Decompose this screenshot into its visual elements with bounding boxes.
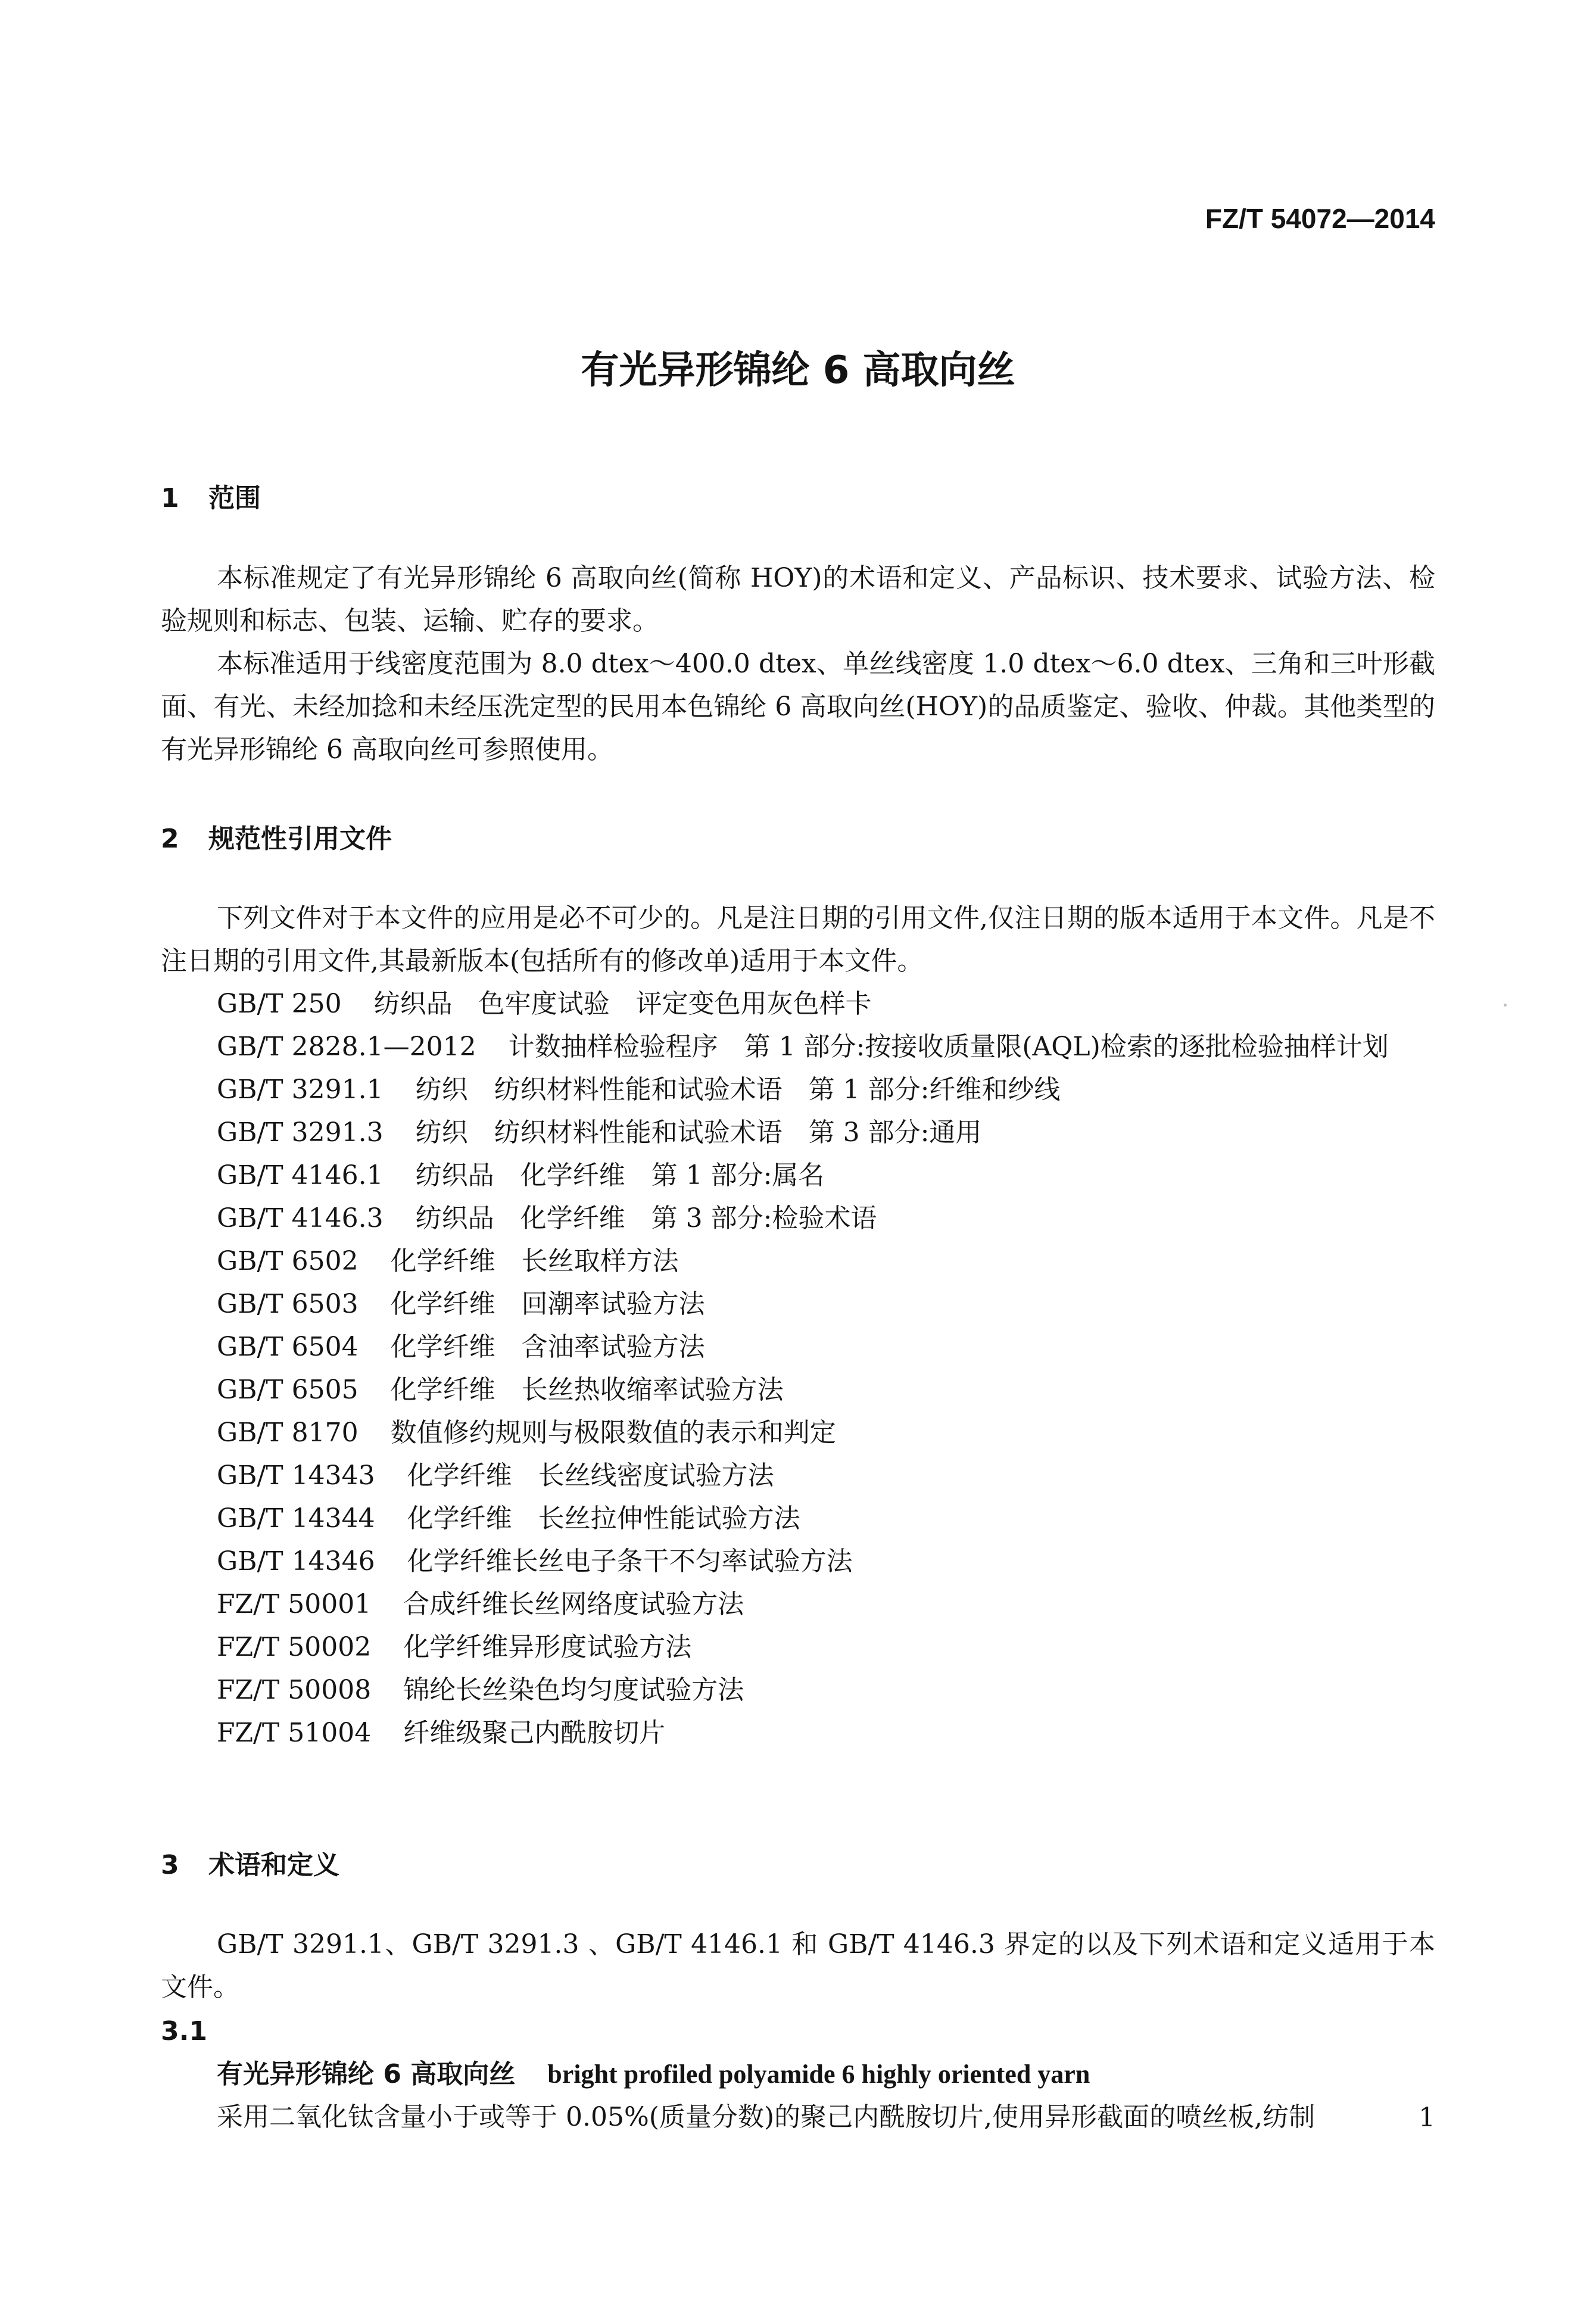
reference-title: 化学纤维 回潮率试验方法 bbox=[390, 1289, 705, 1319]
reference-item bbox=[161, 1026, 1435, 1068]
reference-item bbox=[161, 1111, 1435, 1154]
reference-item bbox=[161, 1454, 1435, 1497]
section-number: 2 bbox=[161, 824, 179, 854]
reference-title: 化学纤维异形度试验方法 bbox=[403, 1632, 692, 1662]
section-title: 范围 bbox=[208, 483, 261, 513]
term-title-en: bright profiled polyamide 6 highly oriented yarn bbox=[547, 2060, 1090, 2089]
reference-title: 化学纤维长丝电子条干不匀率试验方法 bbox=[407, 1546, 853, 1577]
reference-item bbox=[161, 1497, 1435, 1540]
reference-code: GB/T 14344 bbox=[217, 1503, 375, 1534]
reference-code: FZ/T 50002 bbox=[217, 1632, 372, 1662]
reference-title: 化学纤维 长丝取样方法 bbox=[390, 1246, 679, 1276]
reference-title: 纺织品 化学纤维 第 1 部分:属名 bbox=[415, 1160, 825, 1191]
reference-title: 纺织 纺织材料性能和试验术语 第 1 部分:纤维和纱线 bbox=[415, 1074, 1061, 1105]
term-title-cn: 有光异形锦纶 6 高取向丝 bbox=[217, 2059, 516, 2089]
reference-list bbox=[161, 983, 1435, 1755]
reference-item bbox=[161, 1540, 1435, 1583]
reference-title: 化学纤维 长丝线密度试验方法 bbox=[407, 1460, 774, 1491]
page-number: 1 bbox=[1419, 2102, 1435, 2133]
scan-speck bbox=[1504, 1004, 1507, 1007]
reference-code: GB/T 4146.3 bbox=[217, 1203, 384, 1233]
reference-item bbox=[161, 1068, 1435, 1111]
reference-item bbox=[161, 1369, 1435, 1412]
reference-item bbox=[161, 983, 1435, 1026]
reference-title: 纺织品 色牢度试验 评定变色用灰色样卡 bbox=[373, 989, 872, 1019]
reference-item bbox=[161, 1583, 1435, 1626]
reference-title: 数值修约规则与极限数值的表示和判定 bbox=[390, 1418, 836, 1448]
reference-title: 计数抽样检验程序 第 1 部分:按接收质量限(AQL)检索的逐批检验抽样计划 bbox=[508, 1032, 1389, 1062]
term-number: 3.1 bbox=[161, 2016, 207, 2046]
section-number: 3 bbox=[161, 1850, 179, 1880]
section-heading-terms bbox=[161, 1843, 339, 1881]
reference-item bbox=[161, 1240, 1435, 1283]
reference-item bbox=[161, 1154, 1435, 1197]
reference-code: GB/T 6503 bbox=[217, 1289, 359, 1319]
term-definition: 采用二氧化钛含量小于或等于 0.05%(质量分数)的聚己内酰胺切片,使用异形截面的喷丝板,纺制 bbox=[217, 2102, 1316, 2132]
reference-code: FZ/T 51004 bbox=[217, 1718, 372, 1748]
reference-code: FZ/T 50008 bbox=[217, 1675, 372, 1705]
reference-code: GB/T 250 bbox=[217, 989, 342, 1019]
reference-code: GB/T 3291.3 bbox=[217, 1117, 384, 1148]
reference-item bbox=[161, 1712, 1435, 1755]
reference-item bbox=[161, 1626, 1435, 1669]
reference-code: GB/T 6504 bbox=[217, 1332, 359, 1362]
reference-item bbox=[161, 1326, 1435, 1369]
reference-title: 锦纶长丝染色均匀度试验方法 bbox=[403, 1675, 744, 1705]
reference-item bbox=[161, 1669, 1435, 1712]
reference-code: FZ/T 50001 bbox=[217, 1589, 372, 1619]
section-title: 规范性引用文件 bbox=[208, 824, 392, 854]
reference-code: GB/T 6505 bbox=[217, 1375, 359, 1405]
reference-title: 纺织品 化学纤维 第 3 部分:检验术语 bbox=[415, 1203, 877, 1233]
reference-code: GB/T 6502 bbox=[217, 1246, 359, 1276]
reference-item bbox=[161, 1197, 1435, 1240]
reference-title: 化学纤维 长丝拉伸性能试验方法 bbox=[407, 1503, 800, 1534]
reference-title: 纺织 纺织材料性能和试验术语 第 3 部分:通用 bbox=[415, 1117, 982, 1148]
scope-paragraph-1: 本标准规定了有光异形锦纶 6 高取向丝(简称 HOY)的术语和定义、产品标识、技术要求、试验方法、检验规则和标志、包装、运输、贮存的要求。 bbox=[161, 563, 1435, 636]
term-title-line bbox=[161, 2053, 1435, 2096]
page-title: 有光异形锦纶 6 高取向丝 bbox=[581, 348, 1015, 392]
reference-title: 纤维级聚己内酰胺切片 bbox=[403, 1718, 666, 1748]
reference-code: GB/T 4146.1 bbox=[217, 1160, 384, 1191]
section-heading-normative-references bbox=[161, 817, 392, 855]
reference-item bbox=[161, 1412, 1435, 1454]
reference-title: 化学纤维 长丝热收缩率试验方法 bbox=[390, 1375, 784, 1405]
reference-title: 合成纤维长丝网络度试验方法 bbox=[403, 1589, 744, 1619]
reference-code: GB/T 3291.1 bbox=[217, 1074, 384, 1105]
reference-code: GB/T 8170 bbox=[217, 1418, 359, 1448]
reference-code: GB/T 2828.1—2012 bbox=[217, 1032, 476, 1062]
references-intro: 下列文件对于本文件的应用是必不可少的。凡是注日期的引用文件,仅注日期的版本适用于本文件。凡是不注日期的引用文件,其最新版本(包括所有的修改单)适用于本文件。 bbox=[161, 903, 1435, 976]
section-number: 1 bbox=[161, 483, 179, 513]
reference-code: GB/T 14346 bbox=[217, 1546, 375, 1577]
section-heading-scope bbox=[161, 476, 261, 515]
terms-intro: GB/T 3291.1、GB/T 3291.3 、GB/T 4146.1 和 GB/T 4146.3 界定的以及下列术语和定义适用于本文件。 bbox=[161, 1929, 1435, 2002]
reference-title: 化学纤维 含油率试验方法 bbox=[390, 1332, 705, 1362]
section-title: 术语和定义 bbox=[208, 1850, 339, 1880]
reference-item bbox=[161, 1283, 1435, 1326]
reference-code: GB/T 14343 bbox=[217, 1460, 375, 1491]
scope-paragraph-2: 本标准适用于线密度范围为 8.0 dtex～400.0 dtex、单丝线密度 1.0 dtex～6.0 dtex、三角和三叶形截面、有光、未经加捻和未经压洗定型的民用本色锦纶 6 高取向丝(HOY)的品质鉴定、验收、仲裁。其他类型的有光异形锦纶 6 高取向丝可参照使用。 bbox=[161, 649, 1435, 765]
standard-number: FZ/T 54072—2014 bbox=[1205, 203, 1435, 234]
